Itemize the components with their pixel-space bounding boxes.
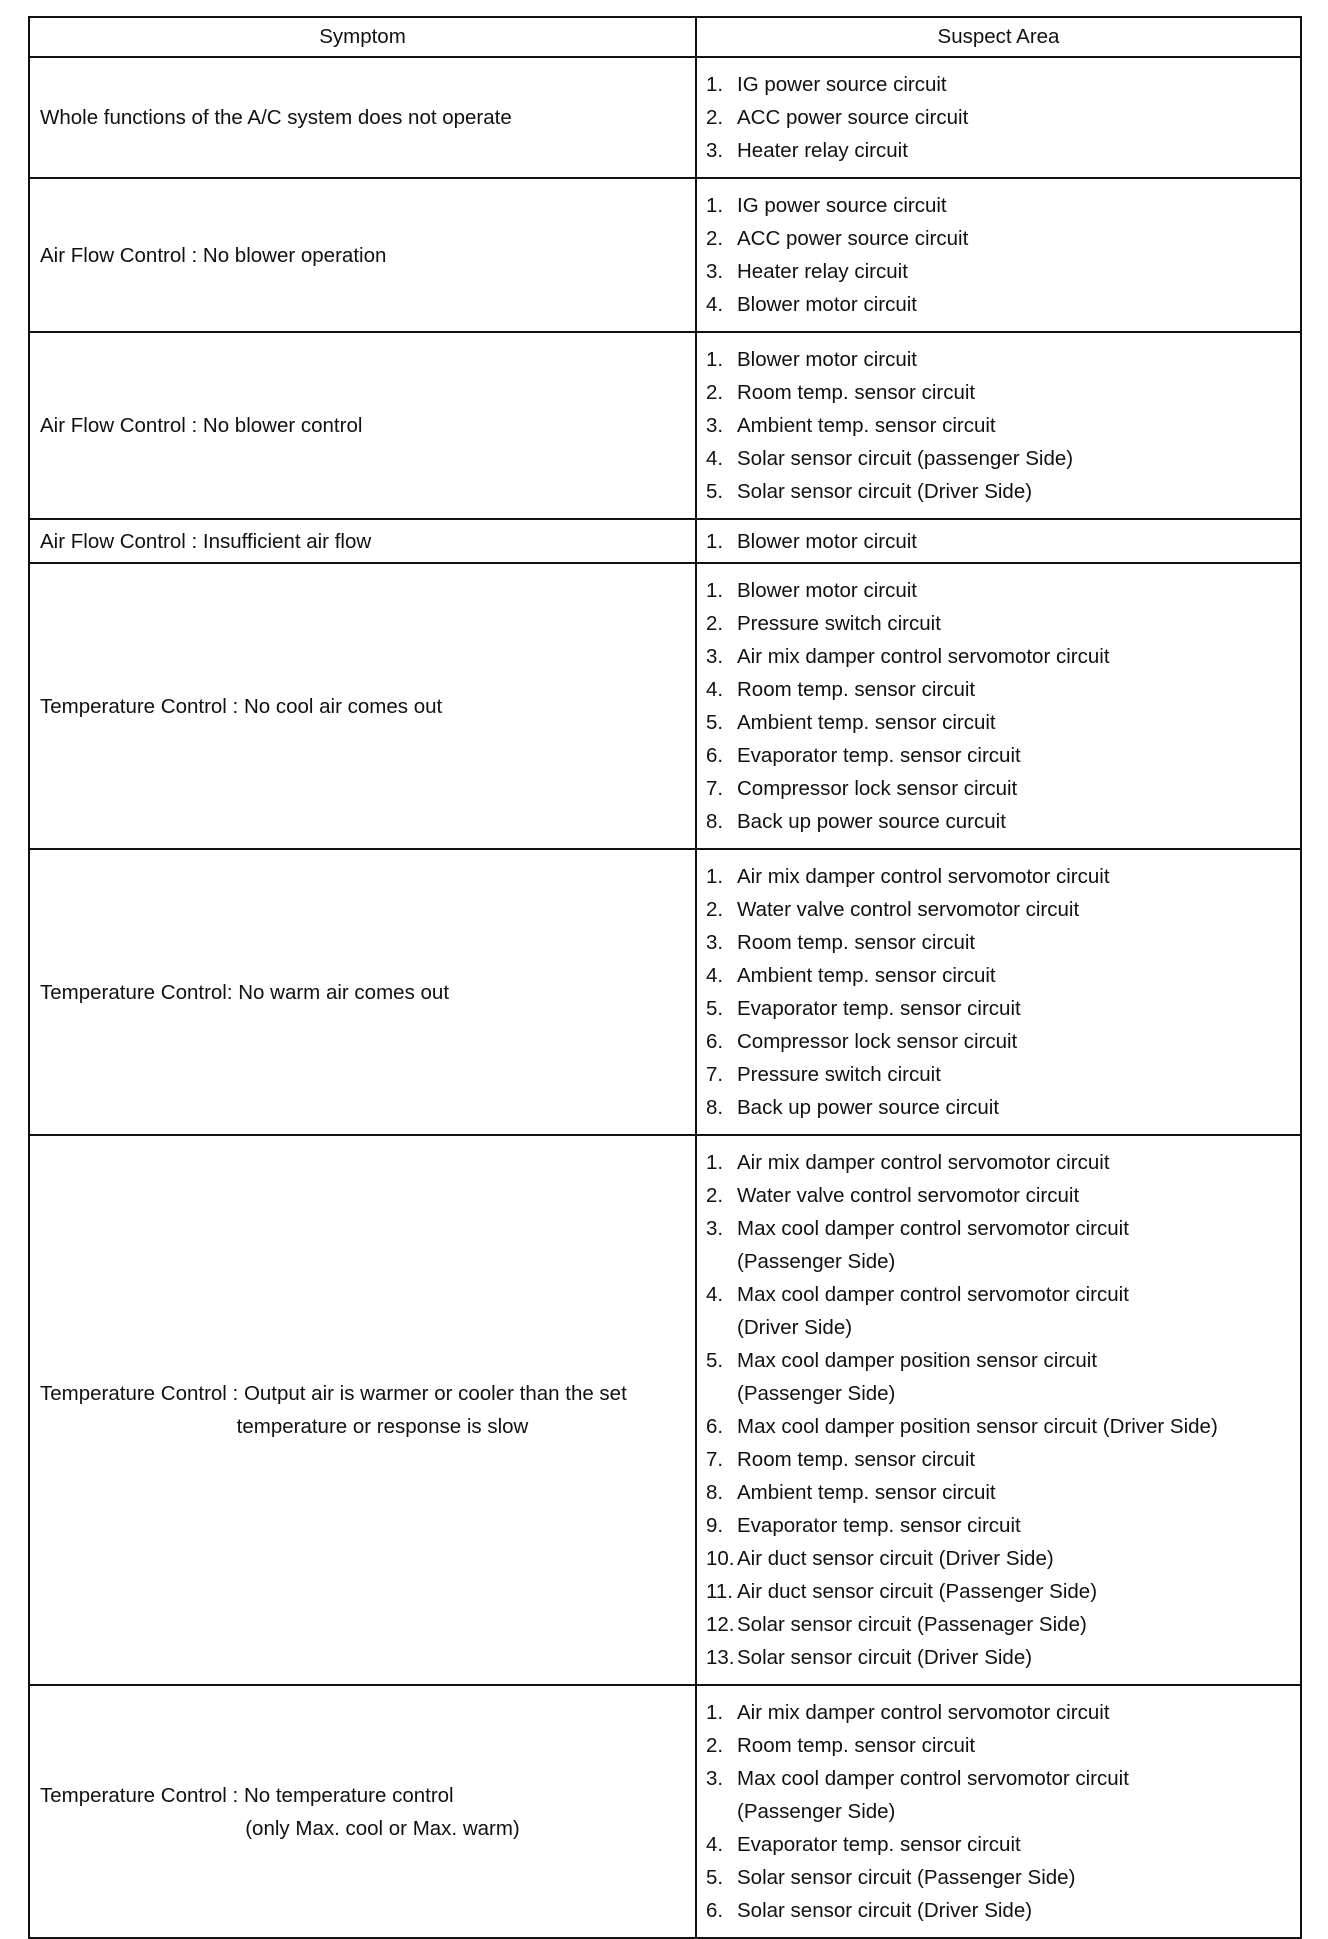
list-item xyxy=(706,1344,1292,1410)
symptom-cell xyxy=(29,1685,696,1938)
item-number: 6. xyxy=(706,744,724,767)
table-row xyxy=(29,1685,1301,1938)
symptom-text: Temperature Control : No temperature control xyxy=(40,1783,454,1807)
suspect-area-list xyxy=(706,860,1292,1124)
item-text: Solar sensor circuit (Driver Side) xyxy=(737,480,1033,503)
list-item xyxy=(706,189,1292,222)
item-text: Evaporator temp. sensor circuit xyxy=(737,1514,1021,1537)
symptom-cell xyxy=(29,849,696,1135)
item-number: 7. xyxy=(706,1448,724,1471)
list-item xyxy=(706,805,1292,838)
item-text: Max cool damper position sensor circuit (Driver Side) xyxy=(737,1415,1218,1438)
item-number: 4. xyxy=(706,964,724,987)
suspect-area-column-header: Suspect Area xyxy=(696,17,1301,57)
item-number: 10. xyxy=(706,1547,735,1570)
item-text: Ambient temp. sensor circuit xyxy=(737,414,996,437)
list-item xyxy=(706,525,1292,558)
suspect-area-list xyxy=(706,525,1292,558)
item-number: 4. xyxy=(706,678,724,701)
suspect-area-cell xyxy=(696,332,1301,519)
item-number: 3. xyxy=(706,260,724,283)
item-text: Room temp. sensor circuit xyxy=(737,931,976,954)
list-item xyxy=(706,1025,1292,1058)
item-text-continuation: (Passenger Side) xyxy=(737,1382,896,1405)
suspect-area-list xyxy=(706,1696,1292,1927)
symptom-text: Air Flow Control : No blower control xyxy=(40,414,363,437)
list-item xyxy=(706,1091,1292,1124)
list-item xyxy=(706,1762,1292,1828)
item-text: Back up power source curcuit xyxy=(737,810,1006,833)
item-number: 5. xyxy=(706,711,724,734)
table-row xyxy=(29,332,1301,519)
list-item xyxy=(706,255,1292,288)
item-number: 3. xyxy=(706,414,724,437)
symptom-cell xyxy=(29,519,696,563)
list-item xyxy=(706,1894,1292,1927)
symptom-column-header: Symptom xyxy=(29,17,696,57)
list-item xyxy=(706,1608,1292,1641)
item-number: 2. xyxy=(706,1734,724,1757)
symptom-cell xyxy=(29,57,696,178)
list-item xyxy=(706,376,1292,409)
symptom-cell xyxy=(29,178,696,332)
list-item xyxy=(706,1443,1292,1476)
item-text: IG power source circuit xyxy=(737,73,947,96)
item-text: Max cool damper control servomotor circuit xyxy=(737,1767,1129,1790)
suspect-area-list xyxy=(706,189,1292,321)
list-item xyxy=(706,1410,1292,1443)
suspect-area-list xyxy=(706,68,1292,167)
item-text: Blower motor circuit xyxy=(737,529,917,553)
list-item xyxy=(706,101,1292,134)
suspect-area-cell xyxy=(696,57,1301,178)
symptom-text: Whole functions of the A/C system does not operate xyxy=(40,106,512,129)
suspect-area-cell xyxy=(696,1135,1301,1685)
item-number: 8. xyxy=(706,810,724,833)
item-number: 1. xyxy=(706,194,724,217)
item-number: 3. xyxy=(706,645,724,668)
item-text: Max cool damper control servomotor circuit xyxy=(737,1217,1129,1240)
item-number: 3. xyxy=(706,139,724,162)
list-item xyxy=(706,442,1292,475)
suspect-area-list xyxy=(706,574,1292,838)
table-header-row xyxy=(29,17,1301,57)
symptom-text: Air Flow Control : Insufficient air flow xyxy=(40,529,372,553)
item-number: 4. xyxy=(706,447,724,470)
item-text: Max cool damper control servomotor circuit xyxy=(737,1283,1129,1306)
item-text: Solar sensor circuit (Driver Side) xyxy=(737,1646,1033,1669)
item-number: 1. xyxy=(706,1151,724,1174)
list-item xyxy=(706,706,1292,739)
item-number: 1. xyxy=(706,348,724,371)
list-item xyxy=(706,68,1292,101)
table-row xyxy=(29,1135,1301,1685)
list-item xyxy=(706,1146,1292,1179)
item-text: Air duct sensor circuit (Passenger Side) xyxy=(737,1580,1098,1603)
item-text: Solar sensor circuit (passenger Side) xyxy=(737,447,1074,470)
item-number: 3. xyxy=(706,1217,724,1240)
list-item xyxy=(706,288,1292,321)
suspect-area-cell xyxy=(696,563,1301,849)
item-number: 2. xyxy=(706,106,724,129)
item-text: ACC power source circuit xyxy=(737,227,969,250)
item-text: Evaporator temp. sensor circuit xyxy=(737,744,1021,767)
item-number: 11. xyxy=(706,1580,733,1603)
list-item xyxy=(706,860,1292,893)
symptom-text-continuation: (only Max. cool or Max. warm) xyxy=(245,1816,520,1840)
symptom-text: Air Flow Control : No blower operation xyxy=(40,243,387,267)
suspect-area-list xyxy=(706,1146,1292,1674)
item-number: 2. xyxy=(706,227,724,250)
item-text-continuation: (Passenger Side) xyxy=(737,1250,896,1273)
item-number: 1. xyxy=(706,865,724,888)
item-text: Pressure switch circuit xyxy=(737,1063,941,1086)
list-item xyxy=(706,1476,1292,1509)
list-item xyxy=(706,926,1292,959)
item-number: 3. xyxy=(706,931,724,954)
item-text: Solar sensor circuit (Passenger Side) xyxy=(737,1866,1076,1889)
list-item xyxy=(706,1861,1292,1894)
list-item xyxy=(706,222,1292,255)
list-item xyxy=(706,475,1292,508)
item-number: 8. xyxy=(706,1481,724,1504)
item-text: Air mix damper control servomotor circuit xyxy=(737,1151,1110,1174)
item-text: Back up power source circuit xyxy=(737,1096,1000,1119)
item-number: 5. xyxy=(706,1349,724,1372)
item-text: Blower motor circuit xyxy=(737,293,917,316)
item-text: Water valve control servomotor circuit xyxy=(737,1184,1080,1207)
list-item xyxy=(706,673,1292,706)
item-text: Heater relay circuit xyxy=(737,139,908,162)
list-item xyxy=(706,1641,1292,1674)
item-text: Air mix damper control servomotor circuit xyxy=(737,865,1110,888)
list-item xyxy=(706,959,1292,992)
item-text: Ambient temp. sensor circuit xyxy=(737,1481,996,1504)
item-number: 4. xyxy=(706,293,724,316)
symptom-table xyxy=(28,16,1302,1939)
list-item xyxy=(706,1696,1292,1729)
list-item xyxy=(706,1828,1292,1861)
item-number: 2. xyxy=(706,381,724,404)
list-item xyxy=(706,409,1292,442)
item-number: 9. xyxy=(706,1514,724,1537)
suspect-area-cell xyxy=(696,849,1301,1135)
symptom-text-continuation: temperature or response is slow xyxy=(236,1415,529,1438)
item-text: Room temp. sensor circuit xyxy=(737,678,976,701)
table-row xyxy=(29,178,1301,332)
item-text-continuation: (Passenger Side) xyxy=(737,1800,896,1823)
item-number: 5. xyxy=(706,997,724,1020)
item-text: Air mix damper control servomotor circuit xyxy=(737,645,1110,668)
item-number: 6. xyxy=(706,1030,724,1053)
item-text: Blower motor circuit xyxy=(737,348,917,371)
item-text: Room temp. sensor circuit xyxy=(737,1448,976,1471)
item-number: 8. xyxy=(706,1096,724,1119)
item-text: Blower motor circuit xyxy=(737,579,917,602)
item-number: 12. xyxy=(706,1613,735,1636)
item-number: 6. xyxy=(706,1899,724,1922)
table-row xyxy=(29,563,1301,849)
list-item xyxy=(706,893,1292,926)
item-text: Air duct sensor circuit (Driver Side) xyxy=(737,1547,1054,1570)
list-item xyxy=(706,1179,1292,1212)
table-body xyxy=(29,57,1301,1938)
item-number: 5. xyxy=(706,1866,724,1889)
item-text: Room temp. sensor circuit xyxy=(737,1734,976,1757)
item-text: Solar sensor circuit (Passenager Side) xyxy=(737,1613,1087,1636)
table-row xyxy=(29,57,1301,178)
item-number: 1. xyxy=(706,529,724,553)
item-number: 7. xyxy=(706,1063,724,1086)
item-text: ACC power source circuit xyxy=(737,106,969,129)
item-number: 2. xyxy=(706,612,724,635)
item-text: Compressor lock sensor circuit xyxy=(737,1030,1018,1053)
list-item xyxy=(706,1058,1292,1091)
symptom-cell xyxy=(29,1135,696,1685)
item-number: 1. xyxy=(706,579,724,602)
list-item xyxy=(706,1509,1292,1542)
list-item xyxy=(706,640,1292,673)
list-item xyxy=(706,574,1292,607)
item-number: 5. xyxy=(706,480,724,503)
list-item xyxy=(706,1575,1292,1608)
suspect-area-cell xyxy=(696,519,1301,563)
item-text-continuation: (Driver Side) xyxy=(737,1316,853,1339)
list-item xyxy=(706,772,1292,805)
table-row xyxy=(29,849,1301,1135)
item-text: Max cool damper position sensor circuit xyxy=(737,1349,1098,1372)
item-text: Pressure switch circuit xyxy=(737,612,941,635)
list-item xyxy=(706,1278,1292,1344)
symptom-cell xyxy=(29,563,696,849)
item-text: IG power source circuit xyxy=(737,194,947,217)
item-text: Heater relay circuit xyxy=(737,260,908,283)
item-text: Water valve control servomotor circuit xyxy=(737,898,1080,921)
suspect-area-cell xyxy=(696,178,1301,332)
list-item xyxy=(706,1542,1292,1575)
symptom-text: Temperature Control : Output air is warmer or cooler than the set xyxy=(40,1382,627,1405)
table-row xyxy=(29,519,1301,563)
item-text: Solar sensor circuit (Driver Side) xyxy=(737,1899,1033,1922)
item-text: Ambient temp. sensor circuit xyxy=(737,711,996,734)
item-text: Compressor lock sensor circuit xyxy=(737,777,1018,800)
item-text: Air mix damper control servomotor circuit xyxy=(737,1701,1110,1724)
item-number: 1. xyxy=(706,73,724,96)
list-item xyxy=(706,1212,1292,1278)
item-number: 2. xyxy=(706,1184,724,1207)
item-number: 13. xyxy=(706,1646,735,1669)
symptom-text: Temperature Control: No warm air comes out xyxy=(40,980,450,1004)
item-number: 4. xyxy=(706,1833,724,1856)
symptom-text: Temperature Control : No cool air comes out xyxy=(40,694,443,718)
symptom-cell xyxy=(29,332,696,519)
suspect-area-list xyxy=(706,343,1292,508)
item-text: Ambient temp. sensor circuit xyxy=(737,964,996,987)
suspect-area-cell xyxy=(696,1685,1301,1938)
list-item xyxy=(706,1729,1292,1762)
list-item xyxy=(706,343,1292,376)
item-text: Evaporator temp. sensor circuit xyxy=(737,997,1021,1020)
item-text: Evaporator temp. sensor circuit xyxy=(737,1833,1021,1856)
list-item xyxy=(706,739,1292,772)
list-item xyxy=(706,992,1292,1025)
item-number: 4. xyxy=(706,1283,724,1306)
item-number: 3. xyxy=(706,1767,724,1790)
item-number: 6. xyxy=(706,1415,724,1438)
item-number: 2. xyxy=(706,898,724,921)
item-number: 1. xyxy=(706,1701,724,1724)
list-item xyxy=(706,134,1292,167)
list-item xyxy=(706,607,1292,640)
item-number: 7. xyxy=(706,777,724,800)
troubleshooting-page xyxy=(28,16,1300,1922)
item-text: Room temp. sensor circuit xyxy=(737,381,976,404)
